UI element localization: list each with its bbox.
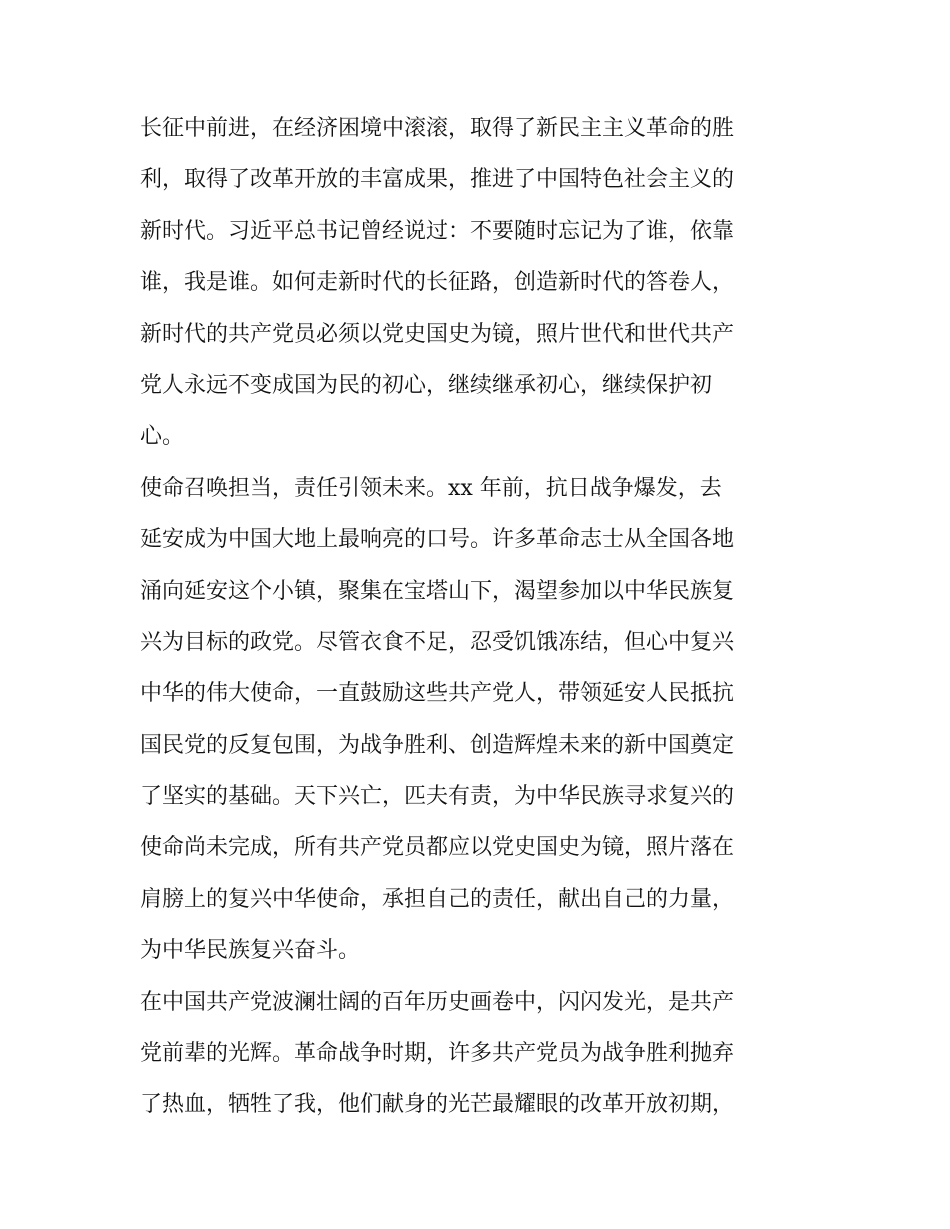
text-line: 利，取得了改革开放的丰富成果，推进了中国特色社会主义的 bbox=[140, 167, 735, 193]
text-line: 了热血，牺牲了我，他们献身的光芒最耀眼的改革开放初期， bbox=[140, 1092, 735, 1118]
text-line: 使命尚未完成，所有共产党员都应以党史国史为镜，照片落在 bbox=[140, 835, 735, 861]
text-line: 长征中前进，在经济困境中滚滚，取得了新民主主义革命的胜 bbox=[140, 116, 735, 141]
text-line: 了坚实的基础。天下兴亡，匹夫有责，为中华民族寻求复兴的 bbox=[140, 784, 735, 810]
text-line: 心。 bbox=[140, 424, 185, 450]
text-line: 在中国共产党波澜壮阔的百年历史画卷中，闪闪发光，是共产 bbox=[140, 989, 735, 1015]
body-text bbox=[140, 107, 830, 1135]
text-line: 党人永远不变成国为民的初心，继续继承初心，继续保护初 bbox=[140, 372, 713, 398]
text-line: 使命召唤担当，责任引领未来。xx 年前，抗日战争爆发，去 bbox=[140, 475, 722, 501]
text-line: 肩膀上的复兴中华使命，承担自己的责任，献出自己的力量， bbox=[140, 886, 735, 912]
text-line: 延安成为中国大地上最响亮的口号。许多革命志士从全国各地 bbox=[140, 527, 735, 553]
text-line: 谁，我是谁。如何走新时代的长征路，创造新时代的答卷人， bbox=[140, 270, 735, 296]
text-line: 新时代的共产党员必须以党史国史为镜，照片世代和世代共产 bbox=[140, 321, 735, 347]
text-line: 党前辈的光辉。革命战争时期，许多共产党员为战争胜利抛弃 bbox=[140, 1041, 735, 1067]
text-line: 中华的伟大使命，一直鼓励这些共产党人，带领延安人民抵抗 bbox=[140, 681, 735, 707]
text-line: 国民党的反复包围，为战争胜利、创造辉煌未来的新中国奠定 bbox=[140, 732, 735, 758]
text-line: 涌向延安这个小镇，聚集在宝塔山下，渴望参加以中华民族复 bbox=[140, 578, 735, 604]
text-line: 为中华民族复兴奋斗。 bbox=[140, 938, 361, 964]
text-line: 新时代。习近平总书记曾经说过：不要随时忘记为了谁，依靠 bbox=[140, 218, 735, 244]
text-line: 兴为目标的政党。尽管衣食不足，忍受饥饿冻结，但心中复兴 bbox=[140, 629, 735, 655]
